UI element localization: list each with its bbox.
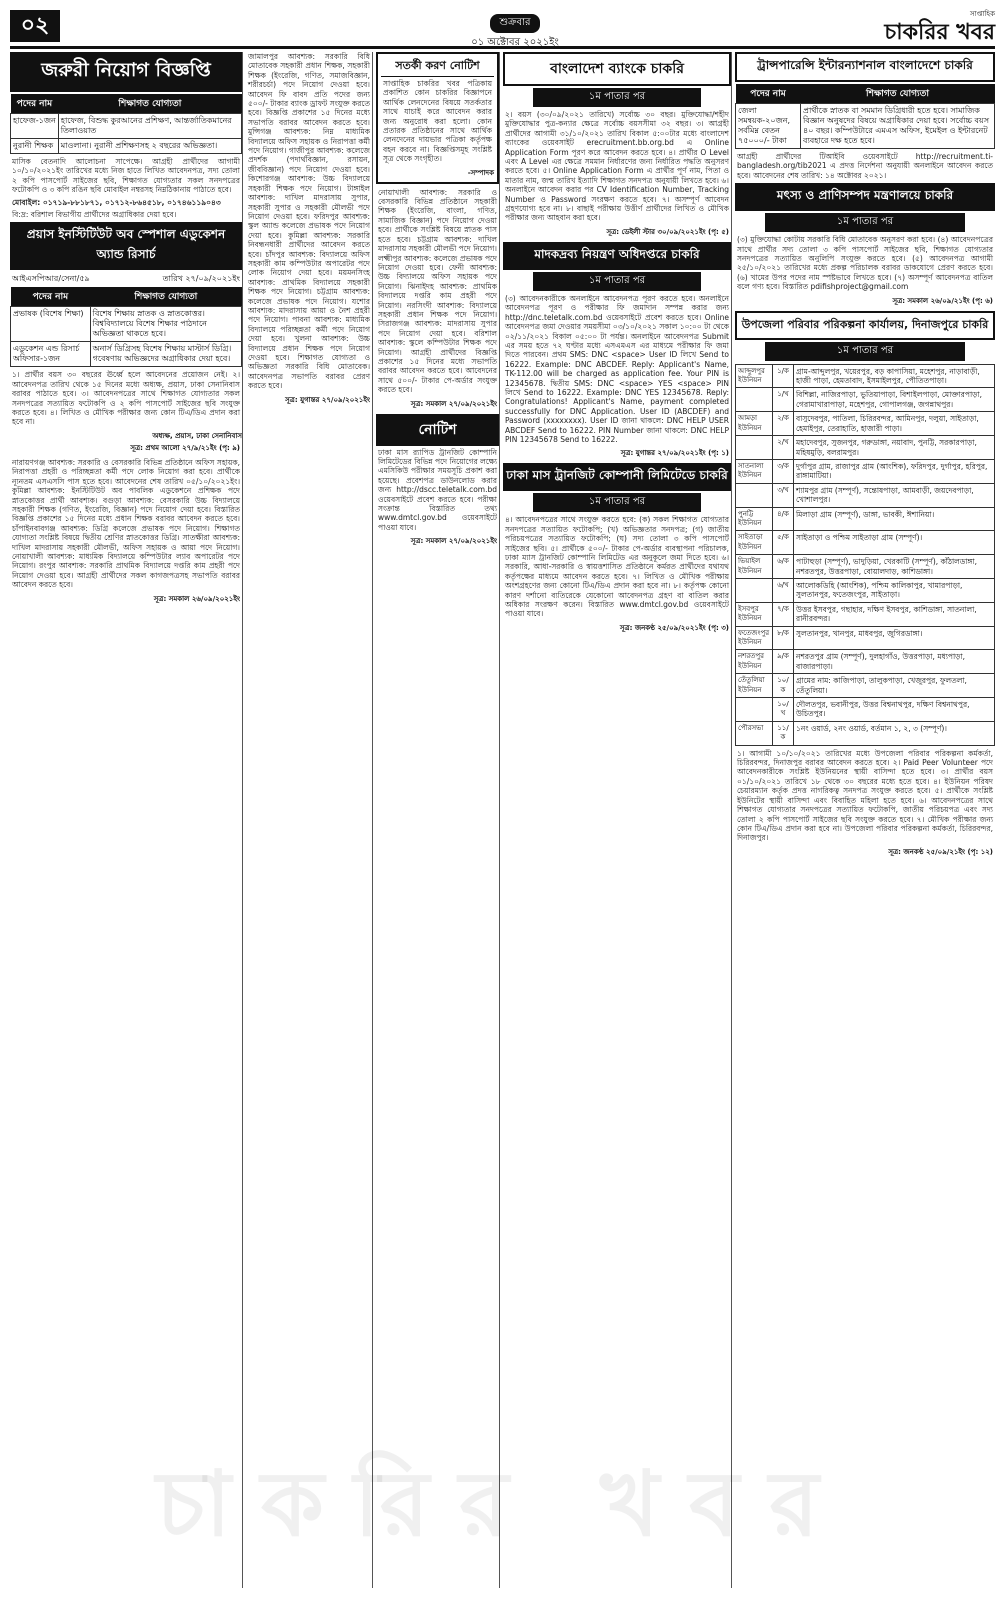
mrt-source: সূত্র: জনকণ্ঠ ২৫/০৯/২০২১ইং (পৃ: ৩) xyxy=(619,623,729,632)
table-cell: ফতেজংপুর ইউনিয়ন xyxy=(736,626,773,650)
table-header: পদের নাম xyxy=(11,287,91,307)
table-row xyxy=(736,364,995,388)
table-row xyxy=(11,114,242,139)
table-cell: প্রভাষক (বিশেষ শিক্ষা) xyxy=(11,307,91,342)
watermark: চাকরির খবর xyxy=(156,1451,849,1557)
table-row xyxy=(736,459,995,483)
table-header: শিক্ষাগত যোগ্যতা xyxy=(90,287,241,307)
brand-tagline: সাপ্তাহিক xyxy=(969,10,995,18)
bangladesh-bank-body: ২। বয়স (৩০/০৯/২০২১ তারিখে) সর্বোচ্চ ৩০ বছর। মুক্তিযোদ্ধা/শহীদ মুক্তিযোদ্ধার পুত্র-কন্যার ক্ষেত্রে সর্বোচ্চ বয়সসীমা ৩২ বছর। ৩। আগ্রহী প্রার্থীদের আগামী ৩১/১০/২০২১ তারিখ বিকাল ৫:০০টার মধ্যে বাংলাদেশ ব্যাংকের ওয়েবসাইট erecruitment.bb.org.bd এ Online Application Form পূরণ করে আবেদন করতে হবে। ৪। প্রার্থীর O Level এবং A Level এর ক্ষেত্রে সমমান নির্ধারণের জন্য নির্ধারিত পদ্ধতি অনুসরণ করতে হবে। ৫। Online Application Form এ প্রার্থীর পূর্ণ নাম, পিতা ও মাতার নাম, জন্ম তারিখ ইত্যাদি শিক্ষাগত সনদপত্র অনুযায়ী লিখতে হবে। ৬। অনলাইনে আবেদন করার পর CV Identification Number, Tracking Number ও Password সংরক্ষণ করতে হবে। ৭। অসম্পূর্ণ আবেদন গ্রহণযোগ্য হবে না। ৮। বাছাই পরীক্ষায় উত্তীর্ণ প্রার্থীদের লিখিত ও মৌখিক পরীক্ষার জন্য আহবান করা হবে। xyxy=(505,110,729,223)
table-cell: ১/খ xyxy=(773,388,794,412)
table-cell: জেলা সমন্বয়ক-২০জন, সর্বমিম্ন বেতন ৭৫০০০/- টাকা xyxy=(736,104,801,149)
table-cell xyxy=(736,388,773,412)
fisheries-source: সূত্র: সমকাল ২৬/০৯/২১ইং (পৃ: ৬) xyxy=(892,296,993,305)
table-cell: ৩/খ xyxy=(773,483,794,507)
brand-name: চাকরির খবর xyxy=(884,19,995,45)
table-cell xyxy=(736,578,773,602)
table-row xyxy=(736,436,995,460)
ti-body: আগ্রহী প্রার্থীদের টিআইবি ওয়েবসাইটে http://recruitment.ti-bangladesh.org/tib2021 এ প্রদত্ত নির্দেশনা অনুযায়ী অনলাইনে আবেদন করতে হবে। আবেদনের শেষ তারিখ: ১৪ অক্টোবর ২০২১। xyxy=(737,152,993,180)
table-cell: ইসবপুর ইউনিয়ন xyxy=(736,602,773,626)
table-row xyxy=(736,483,995,507)
table-cell: ১০/ক xyxy=(773,674,794,698)
table-cell xyxy=(736,436,773,460)
short-ads-source: সূত্র: সমকাল ২৬/০৯/২০২১ইং xyxy=(153,594,240,603)
notice-heading: নোটিশ xyxy=(376,414,499,446)
table-cell xyxy=(736,698,773,722)
short-ads: নোয়াখালী আবশ্যক: সরকারি ও বেসরকারি বিভিন্ন প্রতিষ্ঠানে সহকারী শিক্ষক (ইংরেজি, বাংলা, গণিত, সামাজিক বিজ্ঞান) পদে নিয়োগ দেওয়া হবে। প্রার্থীকে সংশ্লিষ্ট বিষয়ে স্নাতক পাস হতে হবে। চট্টগ্রাম আবশ্যক: দাখিল মাদরাসায় সহকারী মৌলভী পদে নিয়োগ। লক্ষ্মীপুর আবশ্যক: কলেজে প্রভাষক পদে নিয়োগ দেওয়া হবে। ফেনী আবশ্যক: উচ্চ বিদ্যালয়ে অফিস সহায়ক পদে নিয়োগ। ঝিনাইদহ আবশ্যক: প্রাথমিক বিদ্যালয়ে দপ্তরি কাম প্রহরী পদে নিয়োগ। নরসিংদী আবশ্যক: বিদ্যালয়ে সহকারী প্রধান শিক্ষক পদে নিয়োগ। সিরাজগঞ্জ আবশ্যক: মাদরাসায় সুপার পদে নিয়োগ দেয়া হবে। বরিশাল আবশ্যক: স্কুলে কম্পিউটার শিক্ষক পদে নিয়োগ। আগ্রহী প্রার্থীদের বিজ্ঞপ্তি প্রকাশের ১৫ দিনের মধ্যে সভাপতি বরাবর আবেদন করতে হবে। আবেদনের সাথে ৫০০/- টাকার পে-অর্ডার সংযুক্ত করতে হবে। xyxy=(378,187,497,395)
continued-label: ১ম পাতার পর xyxy=(765,342,965,361)
table-cell: ৭/ক xyxy=(773,602,794,626)
page-number: ০২ xyxy=(10,10,60,42)
urgent-recruitment-heading: জরুরী নিয়োগ বিজ্ঞপ্তি xyxy=(10,52,242,92)
institute-heading: প্রয়াস ইনস্টিটিউট অব স্পেশাল এডুকেশন অ্যান্ড রিসার্চ xyxy=(10,222,242,270)
table-row xyxy=(736,721,995,745)
table-cell: বিশেষ শিক্ষায় স্নাতক ও স্নাতকোত্তর। বিশ্ববিদ্যালয়ে বিশেষ শিক্ষার পাঠদানে অভিজ্ঞতা থাকতে হবে। xyxy=(90,307,241,342)
table-cell: দুর্গাপুর গ্রাম, রাজাপুর গ্রাম (আংশিক), ফরিদপুর, দুর্গাপুর, হরিপুর, রাঙ্গামাটিয়া। xyxy=(794,459,995,483)
table-cell: গ্রামের নাম: কাজিপাড়া, তালুকপাড়া, খেজুরপুর, ফুলতলা, তেঁতুলিয়া। xyxy=(794,674,995,698)
urgent-note: বি:দ্র: বরিশাল বিভাগীয় প্রার্থীদের অগ্রাধিকার দেয়া হবে। xyxy=(12,210,177,220)
table-row xyxy=(736,531,995,555)
notice-body: ঢাকা মাস র‍্যাপিড ট্রানজিট কোম্পানি লিমিটেডের বিভিন্ন পদে নিয়োগের লক্ষ্যে এমসিকিউ পরীক্ষার সময়সূচি প্রকাশ করা হয়েছে। প্রবেশপত্র ডাউনলোড করার জন্য http://dscc.teletalk.com.bd ওয়েবসাইটে প্রবেশ করতে হবে। পরীক্ষা সংক্রান্ত বিস্তারিত তথ্য www.dmtcl.gov.bd ওয়েবসাইটে পাওয়া যাবে। xyxy=(378,447,497,532)
mrt-heading: ঢাকা মাস ট্রানজিট কোম্পানী লিমিটেডে চাকরি xyxy=(503,463,731,491)
continued-label: ১ম পাতার পর xyxy=(765,213,965,232)
institute-signature: অধ্যক্ষ, প্রয়াস, ঢাকা সেনানিবাস xyxy=(152,431,242,440)
fisheries-heading: মৎস্য ও প্রাণিসম্পদ মন্ত্রণালয়ে চাকরি xyxy=(735,183,995,211)
family-planning-table xyxy=(735,364,995,746)
short-ads-source: সূত্র: যুগান্তর ২৭/০৯/২০২১ইং xyxy=(285,395,370,404)
continued-label: ১ম পাতার পর xyxy=(533,88,701,107)
short-ads: নারায়ণগঞ্জ আবশ্যক: সরকারি ও বেসরকারি বিভিন্ন প্রতিষ্ঠানে অফিস সহায়ক, নিরাপত্তা প্রহরী ও পরিচ্ছন্নতা কর্মী পদে লোক নিয়োগ করা হবে। প্রার্থীকে ন্যূনতম এসএসসি পাস হতে হবে। আবেদনের শেষ তারিখ ০৫/১০/২০২১ইং। কুমিল্লা আবশ্যক: ইনস্টিটিউট অব পাবলিক এডুকেশনে প্রশিক্ষক পদে স্নাতকোত্তর প্রার্থী আবশ্যক। বগুড়া আবশ্যক: বেসরকারি উচ্চ বিদ্যালয়ে সহকারী শিক্ষক (গণিত, ইংরেজি, বিজ্ঞান) পদে নিয়োগ দেয়া হবে। বিস্তারিত বিজ্ঞপ্তি প্রকাশের ১৫ দিনের মধ্যে প্রধান শিক্ষক বরাবর আবেদন করতে হবে। চাঁপাইনবাবগঞ্জ আবশ্যক: ডিগ্রি কলেজে প্রভাষক পদে নিয়োগ। শিক্ষাগত যোগ্যতা সংশ্লিষ্ট বিষয়ে দ্বিতীয় শ্রেণির স্নাতকোত্তর ডিগ্রি। সাতক্ষীরা আবশ্যক: দাখিল মাদরাসায় সহকারী মৌলভী, অফিস সহায়ক ও আয়া পদে নিয়োগ। নোয়াখালী আবশ্যক: মাধ্যমিক বিদ্যালয়ে কম্পিউটার ল্যাব অপারেটর পদে নিয়োগ। রংপুর আবশ্যক: সরকারি প্রাথমিক বিদ্যালয়ে দপ্তরি কাম প্রহরী পদে নিয়োগ দেওয়া হবে। আগ্রহী প্রার্থীদের সকল কাগজপত্রসহ সভাপতি বরাবর আবেদন করতে হবে। xyxy=(12,457,240,590)
continued-label: ১ম পাতার পর xyxy=(533,493,701,512)
continued-label: ১ম পাতার পর xyxy=(533,272,701,291)
table-cell: বিশিল্লা, নাজিরপাড়া, ভুতিয়াপাড়া, বিশাইলপাড়া, মোক্তারপাড়া, গেরামাখারাপাড়া, মহেশপুর, গোপালগঞ্জ, জগন্নাথপুর। xyxy=(794,388,995,412)
table-row xyxy=(736,602,995,626)
table-cell: আব্দুলপুর ইউনিয়ন xyxy=(736,364,773,388)
urgent-recruitment-table xyxy=(10,94,242,154)
table-row xyxy=(736,578,995,602)
table-cell: আমড়া ইউনিয়ন xyxy=(736,412,773,436)
fisheries-body: (৩) মুক্তিযোদ্ধা কোটায় সরকারি বিধি মোতাবেক অনুসরণ করা হবে। (৪) আবেদনপত্রের সাথে প্রার্থীর সদ্য তোলা ৩ কপি পাসপোর্ট সাইজের ছবি, শিক্ষাগত যোগ্যতার সনদপত্রের সত্যায়িত অনুলিপি সংযুক্ত করতে হবে। (৫) আবেদনপত্র আগামী ২৫/১০/২০২১ তারিখের মধ্যে প্রকল্প পরিচালক বরাবর ডাকযোগে প্রেরণ করতে হবে। (৬) খামের উপর পদের নাম স্পষ্টভাবে লিখতে হবে। (৭) অসম্পূর্ণ আবেদনপত্র বাতিল বলে গণ্য হবে। বিস্তারিত pdifishproject@gmail.com xyxy=(737,235,993,292)
institute-source: সূত্র: প্রথম আলো ২৭/৯/২১ইং (পৃ: ৯) xyxy=(130,443,240,452)
table-cell: ৬/ক xyxy=(773,555,794,579)
brand-logo xyxy=(835,8,995,45)
table-cell: ভিয়াইল ইউনিয়ন xyxy=(736,555,773,579)
table-cell: ১/ক xyxy=(773,364,794,388)
caution-notice xyxy=(376,52,499,184)
date-block xyxy=(440,10,590,52)
table-cell: ৮/ক xyxy=(773,626,794,650)
column-2 xyxy=(246,52,373,1588)
urgent-contact: মোবাইল: ০১৭১৯-৮৮১৮৭১, ০১৭১২-৮৬৪৫১৮, ০১৭৪৬১১৯০৪৩ xyxy=(12,197,221,207)
table-cell: শ্যামপুর গ্রাম (সম্পূর্ণ), সন্তোষপাড়া, আমবাড়ী, জয়দেবপাড়া, খোশালপুর। xyxy=(794,483,995,507)
table-cell: ১০/খ xyxy=(773,698,794,722)
dnc-body: (৩) আবেদনকারীকে অনলাইনে আবেদনপত্র পূরণ করতে হবে। অনলাইনে আবেদনপত্র পূরণ ও পরীক্ষার ফি জমাদান সম্পন্ন করার জন্য http://dnc.teletalk.com.bd ওয়েবসাইটে প্রবেশ করতে হবে। Online আবেদনপত্র জমা দেওয়ার সময়সীমা ০৩/১০/২০২১ সকাল ১০:০০ টা থেকে ০২/১১/২০২১ বিকাল ০৫:০০ টা পর্যন্ত। অনলাইনে আবেদনপত্র Submit এর সময় হতে ৭২ ঘণ্টার মধ্যে এসএমএস এর মাধ্যমে পরীক্ষার ফি জমা দিতে পারবেন। প্রথম SMS: DNC <space> User ID লিখে Send to 16222. Example: DNC ABCDEF. Reply: Applicant's Name, TK-112.00 will be charged as application fee. Your PIN is 12345678. দ্বিতীয় SMS: DNC <space> YES <space> PIN লিখে Send to 16222. Example: DNC YES 12345678. Reply: Congratulations! Applicant's Name, payment completed successfully for DNC Application. User ID (ABCDEF) and Password (xxxxxxxx). User ID জানা থাকলে: DNC HELP USER ABCDEF Send to 16222. PIN Number জানা থাকলে: DNC HELP PIN 12345678 Send to 16222. xyxy=(505,293,729,444)
institute-ref: আইএসপিআর/সেনা/৫৯ xyxy=(12,274,90,284)
table-row xyxy=(11,307,242,342)
table-cell: মহাদেবপুর, সুজনপুর, গরুডাঙ্গা, নয়াবাদ, পুনট্টি, সরকারপাড়া, মহিষমুড়ি, বলরামপুর। xyxy=(794,436,995,460)
table-cell: ৯/ক xyxy=(773,650,794,674)
table-cell: হাফেজ-১জন xyxy=(11,114,59,139)
column-3 xyxy=(376,52,500,1588)
table-cell: বাসুদেবপুর, পাতিলা, চিরিরবন্দর, আমিনপুর, দলুয়া, সাইতাড়া, হেমাইপুর, তেরাহাতি, হাজারী পাড়া। xyxy=(794,412,995,436)
table-row xyxy=(736,507,995,531)
ti-table xyxy=(735,84,995,149)
institute-date: তারিখ ২৭/০৯/২০২১ইং xyxy=(162,274,240,284)
issue-day: শুক্রবার xyxy=(490,14,541,33)
institute-table xyxy=(10,287,242,367)
table-cell: অনার্স ডিগ্রিসহ বিশেষ শিক্ষায় মাস্টার্স ডিগ্রি। গবেষণায় অভিজ্ঞদের অগ্রাধিকার দেয়া হবে। xyxy=(90,342,241,367)
table-cell: ৪/ক xyxy=(773,507,794,531)
notice-source: সূত্র: সমকাল ২৭/০৯/২০২১ইং xyxy=(410,537,497,546)
table-cell: এডুকেশন এন্ড রিসার্চ অফিসার-১জন xyxy=(11,342,91,367)
table-row xyxy=(736,412,995,436)
table-cell: নশরতপুর ইউনিয়ন xyxy=(736,650,773,674)
table-cell: মাওলানা। নুরানী প্রশিক্ষণসহ ২ বছরের অভিজ্ঞতা। xyxy=(58,139,241,154)
table-cell: নশরতপুর গ্রাম (সম্পূর্ণ), দুলহাগাঁও, উত্তরপাড়া, মধ্যপাড়া, বাজারপাড়া। xyxy=(794,650,995,674)
table-row xyxy=(736,104,995,149)
short-ads-source: সূত্র: সমকাল ২৭/০৯/২০২১ইং xyxy=(410,399,497,408)
caution-notice-title: সতর্কী করণ নোটিশ xyxy=(381,57,494,77)
table-row xyxy=(736,388,995,412)
table-cell: ২/ক xyxy=(773,412,794,436)
table-header: পদের নাম xyxy=(11,94,59,114)
table-cell: সাতনালা ইউনিয়ন xyxy=(736,459,773,483)
masthead xyxy=(10,8,995,49)
table-row xyxy=(11,139,242,154)
table-row xyxy=(736,650,995,674)
bangladesh-bank-source: সূত্র: ডেইলী স্টার ৩০/০৯/২০২১ইং (পৃ: ৫) xyxy=(606,227,729,236)
table-cell: ১নং ওয়ার্ড, ২নং ওয়ার্ড, বর্তমান ১, ২, ৩ (সম্পূর্ণ)। xyxy=(794,721,995,745)
table-row xyxy=(736,674,995,698)
institute-meta xyxy=(10,272,242,287)
urgent-body: মাসিক বেতনাদি আলোচনা সাপেক্ষে। আগ্রহী প্রার্থীদের আগামী ১০/১০/২০২১ইং তারিখের মধ্যে নিজ হাতে লিখিত আবেদনপত্র, সদ্য তোলা ২ কপি পাসপোর্ট সাইজের ছবি, শিক্ষাগত যোগ্যতার সকল সনদপত্রের ফটোকপি ও ৩ কপি রঙিন ছবি মোবাইল নম্বরসহ নিম্নঠিকানায় পাঠাতে হবে। xyxy=(12,157,240,195)
table-row xyxy=(736,698,995,722)
table-cell: গ্রাম-আব্দুলপুর, খয়েরপুর, বড় কাপাসিয়া, মহেশপুর, নাড়াবাড়ী, হাজী পাড়া, হেমতাবাদ, ইসমাইলপুর, পৌতিতপাড়া। xyxy=(794,364,995,388)
institute-body: ১। প্রার্থীর বয়স ৩০ বছরের ঊর্ধ্বে হলে আবেদনের প্রয়োজন নেই। ২। আবেদনপত্র তারিখ থেকে ১৫ দিনের মধ্যে অধ্যক্ষ, প্রয়াস, ঢাকা সেনানিবাস বরাবর পাঠাতে হবে। ৩। আবেদনপত্রের সাথে শিক্ষাগত যোগ্যতার সকল সনদপত্রের সত্যায়িত ফটোকপি ও ২ কপি পাসপোর্ট সাইজের ছবি সংযুক্ত করতে হবে। ৪। লিখিত ও মৌখিক পরীক্ষার জন্য কোন টিএ/ডিএ প্রদান করা হবে না। xyxy=(12,370,240,427)
table-cell: ২/খ xyxy=(773,436,794,460)
table-header: শিক্ষাগত যোগ্যতা xyxy=(801,84,995,104)
short-ads: জামালপুর আবশ্যক: সরকারি বিধি মোতাবেক সহকারী প্রধান শিক্ষক, সহকারী শিক্ষক (ইংরেজি, গণিত, সমাজবিজ্ঞান, শরীরচর্চা) পদে নিয়োগ দেওয়া হবে। আবেদন ফি বাবদ প্রতি পদের জন্য ৫০০/- টাকার ব্যাংক ড্রাফট সংযুক্ত করতে হবে। বিজ্ঞপ্তি প্রকাশের ১৫ দিনের মধ্যে সভাপতি বরাবর আবেদন করতে হবে। মুন্সিগঞ্জ আবশ্যক: নিম্ন মাধ্যমিক বিদ্যালয়ে অফিস সহায়ক ও নিরাপত্তা কর্মী পদে নিয়োগ। গাজীপুর আবশ্যক: কলেজে প্রদর্শক (পদার্থবিজ্ঞান, রসায়ন, জীববিজ্ঞান) পদে নিয়োগ দেওয়া হবে। কিশোরগঞ্জ আবশ্যক: উচ্চ বিদ্যালয়ে সহকারী শিক্ষক পদে নিয়োগ। টাঙ্গাইল আবশ্যক: দাখিল মাদরাসায় সুপার, সহকারী সুপার ও সহকারী মৌলভী পদে নিয়োগ দেওয়া হবে। ফরিদপুর আবশ্যক: স্কুল অ্যান্ড কলেজে প্রভাষক পদে নিয়োগ দেয়া হবে। কুমিল্লা আবশ্যক: সরকারি নিবন্ধনধারী প্রার্থীদের আবেদন করতে হবে। চাঁদপুর আবশ্যক: বিদ্যালয়ে অফিস সহকারী কাম কম্পিউটার অপারেটর পদে লোক নিয়োগ দেয়া হবে। ময়মনসিংহ আবশ্যক: প্রাথমিক বিদ্যালয়ে সহকারী শিক্ষক পদে নিয়োগ। চট্টগ্রাম আবশ্যক: কলেজে প্রভাষক পদে নিয়োগ। যশোর আবশ্যক: মাদরাসায় আয়া ও নৈশ প্রহরী পদে নিয়োগ। পাবনা আবশ্যক: মাধ্যমিক বিদ্যালয়ে পরিচ্ছন্নতা কর্মী পদে নিয়োগ দেয়া হবে। খুলনা আবশ্যক: উচ্চ বিদ্যালয়ে প্রধান শিক্ষক পদে নিয়োগ দেওয়া হবে। শিক্ষাগত যোগ্যতা ও অভিজ্ঞতা সরকারি বিধি মোতাবেক। আবেদনপত্র সভাপতি বরাবর প্রেরণ করতে হবে। xyxy=(248,52,370,391)
dnc-source: সূত্র: যুগান্তর ২৭/০৯/২০২১ইং (পৃ: ১) xyxy=(620,449,729,458)
family-planning-source: সূত্র: জনকণ্ঠ ২৫/০৯/২১ইং (পৃ: ১২) xyxy=(888,847,993,856)
table-row xyxy=(11,342,242,367)
issue-date: ০১ অক্টোবর ২০২১ইং xyxy=(471,37,559,48)
caution-notice-body: সাপ্তাহিক চাকরির খবর পত্রিকায় প্রকাশিত কোন চাকরির বিজ্ঞাপনে আর্থিক লেনদেনের বিষয়ে সতর্কতার সাথে যাচাই করে আবেদন করার জন্য অনুরোধ করা হলো। কোন প্রতারক প্রতিষ্ঠানের সাথে আর্থিক লেনদেনের দায়ভার পত্রিকা কর্তৃপক্ষ বহন করবে না। বিজ্ঞপ্তিসমূহ সংশ্লিষ্ট সূত্র থেকে সংগৃহীত। xyxy=(383,79,492,164)
bangladesh-bank-heading: বাংলাদেশ ব্যাংকে চাকরি xyxy=(503,52,731,86)
column-5 xyxy=(735,52,995,1588)
table-cell: সাইতাড়া ইউনিয়ন xyxy=(736,531,773,555)
table-cell: পুনট্টি ইউনিয়ন xyxy=(736,507,773,531)
family-planning-heading: উপজেলা পরিবার পরিকল্পনা কার্যালয়, দিনাজপুরে চাকরি xyxy=(735,311,995,340)
table-cell: পাটাহুড়া (সম্পূর্ণ), ভাদুড়িয়া, খেরকাটি (সম্পূর্ণ), কাঁঠালডাঙ্গা, নশরতপুর, উত্তরপাড়া, বোয়ালদাড়, কাশিডাঙ্গা। xyxy=(794,555,995,579)
column-4 xyxy=(503,52,732,1588)
table-row xyxy=(736,626,995,650)
mrt-body: ৪। আবেদনপত্রের সাথে সংযুক্ত করতে হবে: (ক) সকল শিক্ষাগত যোগ্যতার সনদপত্রের সত্যায়িত ফটোকপি; (খ) অভিজ্ঞতার সনদপত্র; (গ) জাতীয় পরিচয়পত্রের সত্যায়িত ফটোকপি; (ঘ) সদ্য তোলা ৩ কপি পাসপোর্ট সাইজের ছবি। ৫। প্রার্থীকে ৫০০/- টাকার পে-অর্ডার ব্যবস্থাপনা পরিচালক, ঢাকা ম্যাস ট্রানজিট কোম্পানি লিমিটেড এর অনুকূলে জমা দিতে হবে। ৬। সরকারি, আধা-সরকারি ও স্বায়ত্তশাসিত প্রতিষ্ঠানে কর্মরত প্রার্থীদের যথাযথ কর্তৃপক্ষের মাধ্যমে আবেদন করতে হবে। ৭। লিখিত ও মৌখিক পরীক্ষায় অংশগ্রহণের জন্য কোনো টিএ/ডিএ প্রদান করা হবে না। ৮। কর্তৃপক্ষ কোনো কারণ দর্শানো ব্যতিরেকে যেকোনো আবেদনপত্র গ্রহণ বা বাতিল করার অধিকার সংরক্ষণ করেন। বিস্তারিত www.dmtcl.gov.bd ওয়েবসাইটে পাওয়া যাবে। xyxy=(505,515,729,619)
table-cell: তেঁতুলিয়া ইউনিয়ন xyxy=(736,674,773,698)
family-planning-body: ১। আগামী ১০/১০/২০২১ তারিখের মধ্যে উপজেলা পরিবার পরিকল্পনা কর্মকর্তা, চিরিরবন্দর, দিনাজপুর বরাবর আবেদন করতে হবে। ২। Paid Peer Volunteer পদে আবেদনকারীকে সংশ্লিষ্ট ইউনিয়নের স্থায়ী বাসিন্দা হতে হবে। ৩। প্রার্থীর বয়স ০১/১০/২০২১ তারিখে ১৮ থেকে ৩০ বছরের মধ্যে হতে হবে। ৪। ইউনিয়ন পরিষদ চেয়ারম্যান কর্তৃক প্রদত্ত নাগরিকত্ব সনদপত্র সংযুক্ত করতে হবে। ৫। প্রার্থীকে সংশ্লিষ্ট ইউনিটের স্থায়ী বাসিন্দা এবং বিবাহিত মহিলা হতে হবে। ৬। আবেদনপত্রের সাথে শিক্ষাগত যোগ্যতার সনদপত্রের সত্যায়িত ফটোকপি, জাতীয় পরিচয়পত্র এবং সদ্য তোলা ২ কপি পাসপোর্ট সাইজের ছবি সংযুক্ত করতে হবে। ৭। মৌখিক পরীক্ষার জন্য কোন টিএ/ডিএ প্রদান করা হবে না। উপজেলা পরিবার পরিকল্পনা কর্মকর্তা, চিরিরবন্দর, দিনাজপুর। xyxy=(737,748,993,843)
table-cell: নুরানী শিক্ষক xyxy=(11,139,59,154)
table-header: পদের নাম xyxy=(736,84,801,104)
table-cell: প্রার্থীকে স্নাতক বা সমমান ডিগ্রিধারী হতে হবে। সামাজিক বিজ্ঞান অনুষদের বিষয়ে অগ্রাধিকার দেয়া হবে। সর্বোচ্চ বয়স ৪০ বছর। কম্পিউটারে এমএস অফিস, ইমেইল ও ইন্টারনেট ব্যবহারে দক্ষ হতে হবে। xyxy=(801,104,995,149)
column-1 xyxy=(10,52,243,1588)
table-cell: হাফেজ, বিশুদ্ধ কুরআনের প্রশিক্ষণ, আন্তর্জাতিকমানের তিলাওয়াত xyxy=(58,114,241,139)
newspaper-page xyxy=(10,8,995,1592)
table-cell: ৩/ক xyxy=(773,459,794,483)
table-cell: পৌরসভা xyxy=(736,721,773,745)
table-cell: ৫/ক xyxy=(773,531,794,555)
table-cell: উত্তর ইসবপুর, গছাহার, দক্ষিণ ইসবপুর, কাশিডাঙ্গা, সাতনালা, রানীরবন্দর। xyxy=(794,602,995,626)
table-cell: সুলতানপুর, খানপুর, মাধবপুর, জুগিরডাঙ্গা। xyxy=(794,626,995,650)
caution-notice-signature: -সম্পাদক xyxy=(467,168,494,177)
table-cell: সাইতাড়া ও পশ্চিম সাইতাড়া গ্রাম (সম্পূর্ণ)। xyxy=(794,531,995,555)
table-cell: দৌলতপুর, ভবানীপুর, উত্তর বিশ্বনাথপুর, দক্ষিণ বিশ্বনাথপুর, উচিতপুর। xyxy=(794,698,995,722)
table-cell: মিলাড়া গ্রাম (সম্পূর্ণ), ডাঙ্গা, ভাবকী, ঈশানিয়া। xyxy=(794,507,995,531)
table-header: শিক্ষাগত যোগ্যতা xyxy=(58,94,241,114)
table-cell: ৬/খ xyxy=(773,578,794,602)
ti-heading: ট্রান্সপারেন্সি ইন্টারন্যাশনাল বাংলাদেশে চাকরি xyxy=(735,52,995,82)
dnc-heading: মাদকদ্রব্য নিয়ন্ত্রণ অধিদপ্তরে চাকরি xyxy=(503,242,731,270)
table-cell: ১১/ক xyxy=(773,721,794,745)
table-row xyxy=(736,555,995,579)
table-cell xyxy=(736,483,773,507)
table-cell: আলোকডিহি (আংশিক), পশ্চিম কালিকাপুর, খামারপাড়া, সুলতানপুর, ফতেজংপুর, সাইতাড়া। xyxy=(794,578,995,602)
